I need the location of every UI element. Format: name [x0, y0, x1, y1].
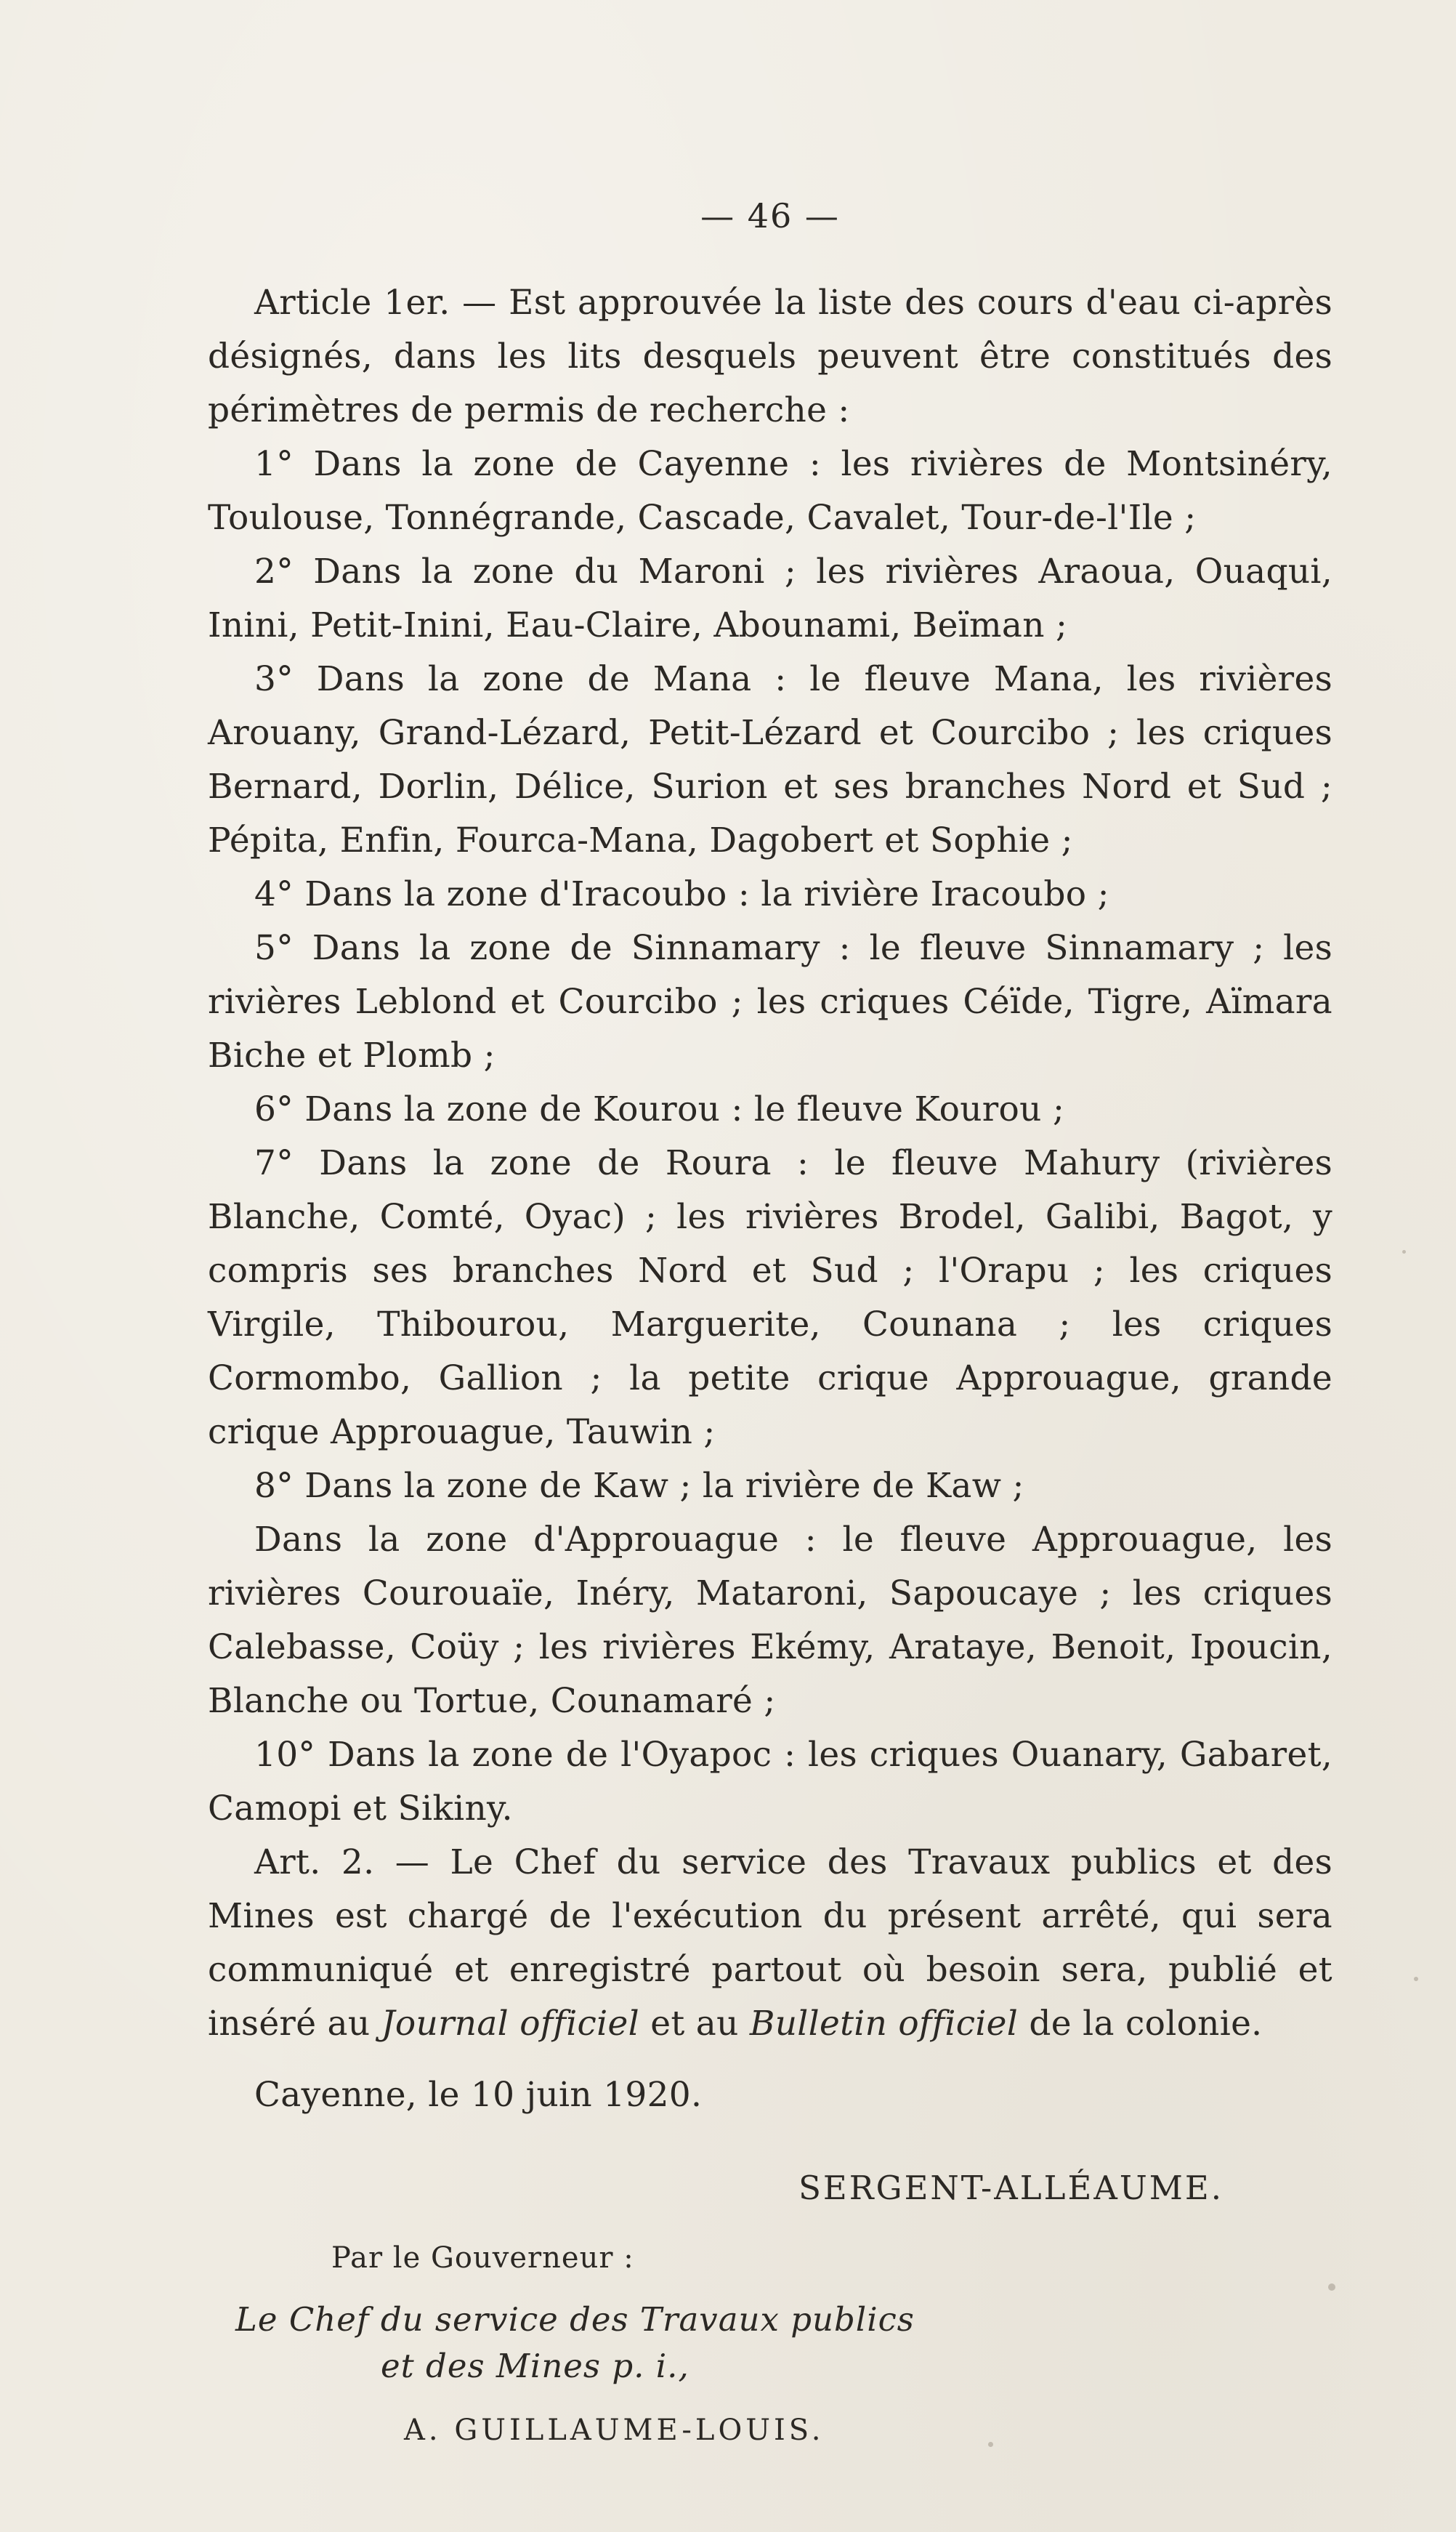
zone-item: Dans la zone d'Approuague : le fleuve Approuague, les rivières Courouaïe, Inéry, Mataroni, Sapoucaye ; les criques Calebasse, Coüy ; les rivières Ekémy, Arataye, Benoit, Ipoucin, Blanche ou Tortue, Counamaré ;	[208, 1520, 1332, 1721]
chief-title-line2: et des Mines p. i.,	[381, 2347, 689, 2385]
signatory: SERGENT-ALLÉAUME.	[798, 2169, 1224, 2207]
paper-speck	[1414, 1977, 1418, 1981]
zone-item: 6° Dans la zone de Kourou : le fleuve Kourou ;	[254, 1089, 1065, 1129]
bulletin-officiel: Bulletin officiel	[749, 2004, 1019, 2044]
page-number: — 46 —	[700, 196, 840, 235]
chief-title-line1: Le Chef du service des Travaux publics	[235, 2300, 915, 2339]
article-1-paragraph: Article 1er. — Est approuvée la liste des cours d'eau ci-après désignés, dans les lits desquels peuvent être constitués des périmètres de permis de recherche :	[208, 283, 1332, 430]
par-le-gouverneur: Par le Gouverneur :	[331, 2241, 634, 2275]
article-2-text-part2: et au	[639, 2004, 750, 2044]
zone-item: 1° Dans la zone de Cayenne : les rivières de Montsinéry, Toulouse, Tonnégrande, Cascade, Cavalet, Tour-de-l'Ile ;	[208, 444, 1332, 538]
chief-name: A. GUILLAUME-LOUIS.	[404, 2414, 825, 2447]
zone-item: 2° Dans la zone du Maroni ; les rivières Araoua, Ouaqui, Inini, Petit-Inini, Eau-Claire, Abounami, Beïman ;	[208, 552, 1332, 645]
zone-item: 7° Dans la zone de Roura : le fleuve Mahury (rivières Blanche, Comté, Oyac) ; les rivières Brodel, Galibi, Bagot, y compris ses branches Nord et Sud ; l'Orapu ; les criques Virgile, Thibourou, Marguerite, Counana ; les criques Cormombo, Gallion ; la petite crique Approuague, grande crique Approuague, Tauwin ;	[208, 1143, 1332, 1452]
paper-speck	[988, 2442, 993, 2447]
zone-item: 8° Dans la zone de Kaw ; la rivière de Kaw ;	[254, 1466, 1024, 1506]
journal-officiel: Journal officiel	[381, 2004, 639, 2044]
place-date: Cayenne, le 10 juin 1920.	[254, 2075, 703, 2115]
zone-item: 10° Dans la zone de l'Oyapoc : les criques Ouanary, Gabaret, Camopi et Sikiny.	[208, 1735, 1332, 1829]
zone-item: 4° Dans la zone d'Iracoubo : la rivière Iracoubo ;	[254, 874, 1109, 914]
zone-item: 5° Dans la zone de Sinnamary : le fleuve Sinnamary ; les rivières Leblond et Courcibo ; les criques Céïde, Tigre, Aïmara Biche et Plomb ;	[208, 928, 1332, 1076]
article-2-text-part3: de la colonie.	[1018, 2004, 1263, 2044]
article-2-paragraph	[208, 1836, 1332, 2051]
document-body	[208, 196, 1332, 2456]
article-2-text-part1: Art. 2. — Le Chef du service des Travaux publics et des Mines est chargé de l'exécution du présent arrêté, qui sera communiqué et enregistré partout où besoin sera, publié et inséré au	[208, 1842, 1332, 2044]
zone-item: 3° Dans la zone de Mana : le fleuve Mana, les rivières Arouany, Grand-Lézard, Petit-Lézard et Courcibo ; les criques Bernard, Dorlin, Délice, Surion et ses branches Nord et Sud ; Pépita, Enfin, Fourca-Mana, Dagobert et Sophie ;	[208, 659, 1332, 860]
paper-speck	[1402, 1250, 1406, 1254]
paper-speck	[1328, 2283, 1335, 2291]
